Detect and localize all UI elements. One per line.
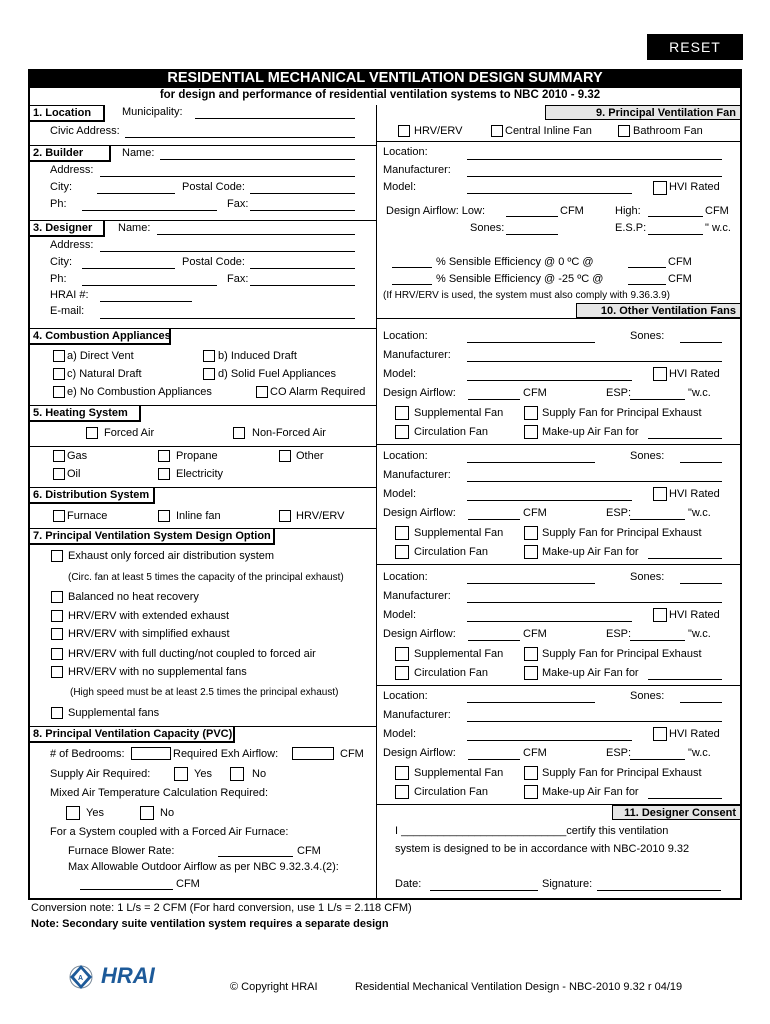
supply-yes-checkbox[interactable] (174, 767, 188, 781)
co-alarm-checkbox[interactable] (256, 386, 268, 398)
other-fan-4-supply-label: Supply Fan for Principal Exhaust (542, 767, 702, 779)
no-supplemental-checkbox[interactable] (51, 666, 63, 678)
section-other-fans-header: 10. Other Ventilation Fans (576, 303, 741, 318)
induced-draft-checkbox[interactable] (203, 350, 215, 362)
sens-0-cfm-field[interactable] (628, 267, 666, 268)
supplemental-fans-label: Supplemental fans (68, 707, 160, 719)
other-fan-1-cfm: CFM (523, 387, 547, 399)
sens-25-field[interactable] (392, 284, 432, 285)
other-fan-1-makeup-field[interactable] (648, 438, 722, 439)
other-fan-2-airflow-label: Design Airflow: (383, 507, 456, 519)
supply-no-label: No (252, 768, 267, 780)
mixed-yes-label: Yes (86, 807, 104, 819)
builder-city-field[interactable] (97, 193, 175, 194)
other-fan-4-manufacturer-field[interactable] (467, 721, 722, 722)
inline-fan-checkbox[interactable] (158, 510, 170, 522)
other-fan-divider (376, 564, 742, 565)
other-fan-2-circulation-checkbox[interactable] (395, 545, 409, 559)
civic-address-field[interactable] (125, 137, 355, 138)
other-fan-2-sones-label: Sones: (630, 450, 665, 462)
other-fan-1-supply-checkbox[interactable] (524, 406, 538, 420)
sens-0-cfm: CFM (668, 256, 692, 268)
circ-fan-note: (Circ. fan at least 5 times the capacity of the principal exhaust) (68, 572, 344, 583)
other-fan-2-sones-field[interactable] (680, 462, 722, 463)
other-fan-2-supplemental-label: Supplemental Fan (414, 527, 504, 539)
solid-fuel-checkbox[interactable] (203, 368, 215, 380)
other-fan-1-makeup-checkbox[interactable] (524, 425, 538, 439)
propane-checkbox[interactable] (158, 450, 170, 462)
balanced-label: Balanced no heat recovery (68, 591, 199, 603)
blower-rate-field[interactable] (218, 856, 293, 857)
section-designer-header: 3. Designer (29, 220, 105, 237)
designer-email-field[interactable] (100, 318, 355, 319)
other-fan-4-model-field[interactable] (467, 740, 632, 741)
other-fan-1-airflow-label: Design Airflow: (383, 387, 456, 399)
builder-city-label: City: (50, 181, 72, 193)
section-principal-fan-header: 9. Principal Ventilation Fan (545, 105, 741, 120)
fan-model-label: Model: (383, 181, 417, 193)
consent-signature-label: Signature: (542, 878, 593, 890)
other-fan-2-hvi-checkbox[interactable] (653, 487, 667, 501)
oil-label: Oil (67, 468, 81, 480)
section-combustion-header: 4. Combustion Appliances (29, 328, 171, 345)
other-fan-3-airflow-label: Design Airflow: (383, 628, 456, 640)
full-ducting-checkbox[interactable] (51, 648, 63, 660)
other-fan-4-supplemental-label: Supplemental Fan (414, 767, 504, 779)
forced-air-checkbox[interactable] (86, 427, 98, 439)
other-fan-3-esp-field[interactable] (630, 640, 685, 641)
builder-fax-field[interactable] (250, 210, 355, 211)
high-speed-note: (High speed must be at least 2.5 times the principal exhaust) (70, 687, 339, 698)
other-label: Other (296, 450, 324, 462)
other-fan-4-airflow-field[interactable] (468, 759, 520, 760)
other-fan-1-manufacturer-label: Manufacturer: (383, 349, 451, 361)
designer-city-label: City: (50, 256, 72, 268)
solid-fuel-label: d) Solid Fuel Appliances (218, 368, 337, 380)
mixed-air-label: Mixed Air Temperature Calculation Required: (50, 787, 269, 799)
full-ducting-label: HRV/ERV with full ducting/not coupled to forced air (68, 648, 316, 660)
oil-checkbox[interactable] (53, 468, 65, 480)
other-fan-2-model-label: Model: (383, 488, 417, 500)
fan-airflow-low-field[interactable] (506, 216, 558, 217)
other-fan-3-manufacturer-field[interactable] (467, 602, 722, 603)
simplified-exhaust-label: HRV/ERV with simplified exhaust (68, 628, 230, 640)
copyright-text: © Copyright HRAI (230, 981, 318, 993)
designer-hrai-field[interactable] (100, 301, 192, 302)
other-fan-3-location-label: Location: (383, 571, 428, 583)
designer-postal-field[interactable] (250, 268, 355, 269)
form-title: RESIDENTIAL MECHANICAL VENTILATION DESIGN SUMMARY (167, 70, 603, 86)
other-fan-1-wc: "w.c. (688, 387, 711, 399)
hrv-erv-distribution-checkbox[interactable] (279, 510, 291, 522)
hrai-logo (63, 957, 178, 999)
other-fan-3-esp-label: ESP: (606, 628, 632, 640)
other-fan-2-supply-checkbox[interactable] (524, 526, 538, 540)
natural-draft-checkbox[interactable] (53, 368, 65, 380)
other-fan-1-esp-field[interactable] (630, 399, 685, 400)
fan-model-field[interactable] (467, 193, 632, 194)
other-fan-1-supplemental-checkbox[interactable] (395, 406, 409, 420)
section-design-option-header: 7. Principal Ventilation System Design Option (29, 528, 275, 545)
other-fan-1-circulation-label: Circulation Fan (414, 426, 488, 438)
sens-25-cfm-field[interactable] (628, 284, 666, 285)
fan-esp-label: E.S.P: (615, 222, 647, 234)
divider (376, 141, 742, 142)
other-fan-4-model-label: Model: (383, 728, 417, 740)
other-fan-4-location-field[interactable] (467, 702, 595, 703)
other-fan-4-sones-field[interactable] (680, 702, 722, 703)
supply-air-label: Supply Air Required: (50, 768, 151, 780)
fan-esp-field[interactable] (648, 234, 703, 235)
exhaust-only-label: Exhaust only forced air distribution system (68, 550, 275, 562)
other-fan-3-cfm: CFM (523, 628, 547, 640)
supply-yes-label: Yes (194, 768, 212, 780)
consent-date-field[interactable] (430, 890, 538, 891)
other-fan-3-circulation-label: Circulation Fan (414, 667, 488, 679)
other-fan-1-supply-label: Supply Fan for Principal Exhaust (542, 407, 702, 419)
fan-airflow-high-cfm: CFM (705, 205, 729, 217)
other-checkbox[interactable] (279, 450, 291, 462)
other-fan-2-model-field[interactable] (467, 500, 632, 501)
certify-text: I ___________________________certify this ventilation (395, 825, 669, 837)
sens-25-cfm: CFM (668, 273, 692, 285)
other-fan-3-supplemental-checkbox[interactable] (395, 647, 409, 661)
other-fan-1-model-field[interactable] (467, 380, 632, 381)
other-fan-2-manufacturer-label: Manufacturer: (383, 469, 451, 481)
fan-sones-label: Sones: (470, 222, 505, 234)
other-fan-3-makeup-checkbox[interactable] (524, 666, 538, 680)
fan-hvi-label: HVI Rated (669, 181, 720, 193)
required-exh-label: Required Exh Airflow: (173, 748, 279, 760)
gas-label: Gas (67, 450, 88, 462)
non-forced-air-label: Non-Forced Air (252, 427, 326, 439)
blower-rate-label: Furnace Blower Rate: (68, 845, 175, 857)
other-fan-1-location-field[interactable] (467, 342, 595, 343)
no-combustion-checkbox[interactable] (53, 386, 65, 398)
other-fan-1-airflow-field[interactable] (468, 399, 520, 400)
blower-rate-cfm: CFM (297, 845, 321, 857)
fan-airflow-label: Design Airflow: Low: (386, 205, 486, 217)
no-combustion-label: e) No Combustion Appliances (67, 386, 212, 398)
svg-text:A: A (78, 975, 84, 982)
fan-location-field[interactable] (467, 159, 722, 160)
required-exh-input[interactable] (292, 747, 334, 760)
hrv-erv-distribution-label: HRV/ERV (296, 510, 345, 522)
inline-fan-label: Inline fan (176, 510, 221, 522)
other-fan-3-model-label: Model: (383, 609, 417, 621)
consent-date-label: Date: (395, 878, 422, 890)
other-fan-4-esp-field[interactable] (630, 759, 685, 760)
builder-address-label: Address: (50, 164, 94, 176)
mixed-no-label: No (160, 807, 175, 819)
bathroom-fan-label: Bathroom Fan (633, 125, 703, 137)
central-inline-checkbox[interactable] (491, 125, 503, 137)
other-fan-4-circulation-label: Circulation Fan (414, 786, 488, 798)
other-fan-3-hvi-label: HVI Rated (669, 609, 720, 621)
other-fan-4-airflow-label: Design Airflow: (383, 747, 456, 759)
section-pvc-header: 8. Principal Ventilation Capacity (PVC) (29, 726, 235, 743)
designer-fax-label: Fax: (227, 273, 249, 285)
other-fan-4-location-label: Location: (383, 690, 428, 702)
other-fan-1-sones-label: Sones: (630, 330, 665, 342)
sens-0-label: % Sensible Efficiency @ 0 ºC @ (436, 256, 594, 268)
builder-ph-field[interactable] (82, 210, 217, 211)
other-fan-3-supply-checkbox[interactable] (524, 647, 538, 661)
other-fan-4-hvi-checkbox[interactable] (653, 727, 667, 741)
other-fan-2-cfm: CFM (523, 507, 547, 519)
other-fan-3-manufacturer-label: Manufacturer: (383, 590, 451, 602)
other-fan-3-location-field[interactable] (467, 583, 595, 584)
designer-ph-field[interactable] (82, 285, 217, 286)
fan-manufacturer-field[interactable] (467, 176, 722, 177)
other-fan-2-hvi-label: HVI Rated (669, 488, 720, 500)
co-alarm-label: CO Alarm Required (270, 386, 366, 398)
other-fan-3-supplemental-label: Supplemental Fan (414, 648, 504, 660)
other-fan-2-wc: "w.c. (688, 507, 711, 519)
other-fan-3-supply-label: Supply Fan for Principal Exhaust (542, 648, 702, 660)
builder-name-label: Name: (122, 147, 155, 159)
required-exh-cfm: CFM (340, 748, 364, 760)
other-fan-3-sones-label: Sones: (630, 571, 665, 583)
other-fan-3-hvi-checkbox[interactable] (653, 608, 667, 622)
other-fan-4-hvi-label: HVI Rated (669, 728, 720, 740)
secondary-suite-note: Note: Secondary suite ventilation system requires a separate design (31, 918, 389, 930)
municipality-field[interactable] (195, 118, 355, 119)
fan-hvi-checkbox[interactable] (653, 181, 667, 195)
hrv-compliance-note: (If HRV/ERV is used, the system must also comply with 9.36.3.9) (383, 290, 670, 301)
fan-hrv-erv-label: HRV/ERV (414, 125, 463, 137)
forced-air-label: Forced Air (104, 427, 155, 439)
other-fan-2-location-label: Location: (383, 450, 428, 462)
builder-fax-label: Fax: (227, 198, 249, 210)
system-designed-text: system is designed to be in accordance with NBC-2010 9.32 (395, 843, 690, 855)
max-outdoor-cfm: CFM (176, 878, 200, 890)
other-fan-1-esp-label: ESP: (606, 387, 632, 399)
other-fan-2-supply-label: Supply Fan for Principal Exhaust (542, 527, 702, 539)
other-fan-3-makeup-field[interactable] (648, 679, 722, 680)
designer-city-field[interactable] (82, 268, 175, 269)
divider (376, 318, 742, 319)
other-fan-4-sones-label: Sones: (630, 690, 665, 702)
furnace-checkbox[interactable] (53, 510, 65, 522)
other-fan-1-supplemental-label: Supplemental Fan (414, 407, 504, 419)
builder-ph-label: Ph: (50, 198, 67, 210)
other-fan-2-makeup-label: Make-up Air Fan for (542, 546, 639, 558)
other-fan-4-supplemental-checkbox[interactable] (395, 766, 409, 780)
other-fan-4-manufacturer-label: Manufacturer: (383, 709, 451, 721)
other-fan-2-airflow-field[interactable] (468, 519, 520, 520)
other-fan-3-airflow-field[interactable] (468, 640, 520, 641)
bathroom-fan-checkbox[interactable] (618, 125, 630, 137)
form-subtitle: for design and performance of residential ventilation systems to NBC 2010 - 9.32 (159, 89, 601, 101)
designer-address-label: Address: (50, 239, 94, 251)
designer-email-label: E-mail: (50, 305, 85, 317)
other-fan-2-makeup-checkbox[interactable] (524, 545, 538, 559)
other-fan-1-hvi-checkbox[interactable] (653, 367, 667, 381)
bedrooms-label: # of Bedrooms: (50, 748, 125, 760)
other-fan-3-circulation-checkbox[interactable] (395, 666, 409, 680)
section-consent-header: 11. Designer Consent (612, 805, 741, 820)
other-fan-3-sones-field[interactable] (680, 583, 722, 584)
other-fan-2-supplemental-checkbox[interactable] (395, 526, 409, 540)
civic-address-label: Civic Address: (50, 125, 120, 137)
other-fan-3-model-field[interactable] (467, 621, 632, 622)
extended-exhaust-label: HRV/ERV with extended exhaust (68, 610, 230, 622)
other-fan-3-makeup-label: Make-up Air Fan for (542, 667, 639, 679)
propane-label: Propane (176, 450, 218, 462)
other-fan-2-esp-label: ESP: (606, 507, 632, 519)
other-fan-2-esp-field[interactable] (630, 519, 685, 520)
simplified-exhaust-checkbox[interactable] (51, 628, 63, 640)
other-fan-1-manufacturer-field[interactable] (467, 361, 722, 362)
no-supplemental-label: HRV/ERV with no supplemental fans (68, 666, 247, 678)
gas-checkbox[interactable] (53, 450, 65, 462)
section-builder-header: 2. Builder (29, 145, 111, 162)
reset-button[interactable]: RESET (647, 34, 743, 60)
conversion-note: Conversion note: 1 L/s = 2 CFM (For hard conversion, use 1 L/s = 2.118 CFM) (31, 902, 412, 914)
other-fan-2-manufacturer-field[interactable] (467, 481, 722, 482)
fan-sones-field[interactable] (506, 234, 558, 235)
fan-airflow-low-cfm: CFM (560, 205, 584, 217)
extended-exhaust-checkbox[interactable] (51, 610, 63, 622)
other-fan-2-location-field[interactable] (467, 462, 595, 463)
bedrooms-input[interactable] (131, 747, 171, 760)
other-fan-1-model-label: Model: (383, 368, 417, 380)
other-fan-4-makeup-label: Make-up Air Fan for (542, 786, 639, 798)
furnace-label: Furnace (67, 510, 108, 522)
electricity-label: Electricity (176, 468, 224, 480)
fan-location-label: Location: (383, 146, 428, 158)
other-fan-1-circulation-checkbox[interactable] (395, 425, 409, 439)
other-fan-1-makeup-label: Make-up Air Fan for (542, 426, 639, 438)
fan-hrv-erv-checkbox[interactable] (398, 125, 410, 137)
other-fan-4-makeup-checkbox[interactable] (524, 785, 538, 799)
supply-no-checkbox[interactable] (230, 767, 244, 781)
non-forced-air-checkbox[interactable] (233, 427, 245, 439)
max-outdoor-label: Max Allowable Outdoor Airflow as per NBC 9.32.3.4.(2): (68, 861, 339, 873)
designer-address-field[interactable] (100, 251, 355, 252)
column-divider (376, 105, 377, 900)
fan-airflow-high-label: High: (615, 205, 641, 217)
direct-vent-label: a) Direct Vent (67, 350, 134, 362)
designer-name-label: Name: (118, 222, 151, 234)
other-fan-2-circulation-label: Circulation Fan (414, 546, 488, 558)
designer-fax-field[interactable] (250, 285, 355, 286)
electricity-checkbox[interactable] (158, 468, 170, 480)
direct-vent-checkbox[interactable] (53, 350, 65, 362)
other-fan-1-sones-field[interactable] (680, 342, 722, 343)
sens-0-field[interactable] (392, 267, 432, 268)
mixed-yes-checkbox[interactable] (66, 806, 80, 820)
designer-postal-label: Postal Code: (182, 256, 245, 268)
builder-name-field[interactable] (160, 159, 355, 160)
other-fan-1-location-label: Location: (383, 330, 428, 342)
central-inline-label: Central Inline Fan (505, 125, 592, 137)
balanced-checkbox[interactable] (51, 591, 63, 603)
fan-manufacturer-label: Manufacturer: (383, 164, 451, 176)
natural-draft-label: c) Natural Draft (67, 368, 142, 380)
other-fan-1-hvi-label: HVI Rated (669, 368, 720, 380)
other-fan-2-makeup-field[interactable] (648, 558, 722, 559)
other-fan-4-wc: "w.c. (688, 747, 711, 759)
builder-address-field[interactable] (100, 176, 355, 177)
consent-signature-field[interactable] (597, 890, 721, 891)
section-heating-header: 5. Heating System (29, 405, 141, 422)
sens-25-label: % Sensible Efficiency @ -25 ºC @ (436, 273, 604, 285)
builder-postal-field[interactable] (250, 193, 355, 194)
other-fan-4-supply-checkbox[interactable] (524, 766, 538, 780)
designer-name-field[interactable] (157, 234, 355, 235)
induced-draft-label: b) Induced Draft (218, 350, 297, 362)
other-fan-divider (376, 685, 742, 686)
divider (29, 446, 376, 447)
municipality-label: Municipality: (122, 106, 183, 118)
other-fan-divider (376, 444, 742, 445)
exhaust-only-checkbox[interactable] (51, 550, 63, 562)
mixed-no-checkbox[interactable] (140, 806, 154, 820)
other-fan-4-circulation-checkbox[interactable] (395, 785, 409, 799)
section-distribution-header: 6. Distribution System (29, 487, 155, 504)
section-location-header: 1. Location (29, 105, 105, 122)
supplemental-fans-checkbox[interactable] (51, 707, 63, 719)
builder-postal-label: Postal Code: (182, 181, 245, 193)
other-fan-4-cfm: CFM (523, 747, 547, 759)
hrai-logo-text: HRAI (101, 963, 155, 988)
document-id-text: Residential Mechanical Ventilation Design - NBC-2010 9.32 r 04/19 (355, 981, 683, 993)
other-fan-4-makeup-field[interactable] (648, 798, 722, 799)
designer-ph-label: Ph: (50, 273, 67, 285)
other-fan-4-esp-label: ESP: (606, 747, 632, 759)
fan-airflow-high-field[interactable] (648, 216, 703, 217)
designer-hrai-label: HRAI #: (50, 289, 89, 301)
max-outdoor-field[interactable] (80, 889, 173, 890)
fan-esp-wc: " w.c. (705, 222, 731, 234)
other-fan-3-wc: "w.c. (688, 628, 711, 640)
coupled-label: For a System coupled with a Forced Air Furnace: (50, 826, 289, 838)
